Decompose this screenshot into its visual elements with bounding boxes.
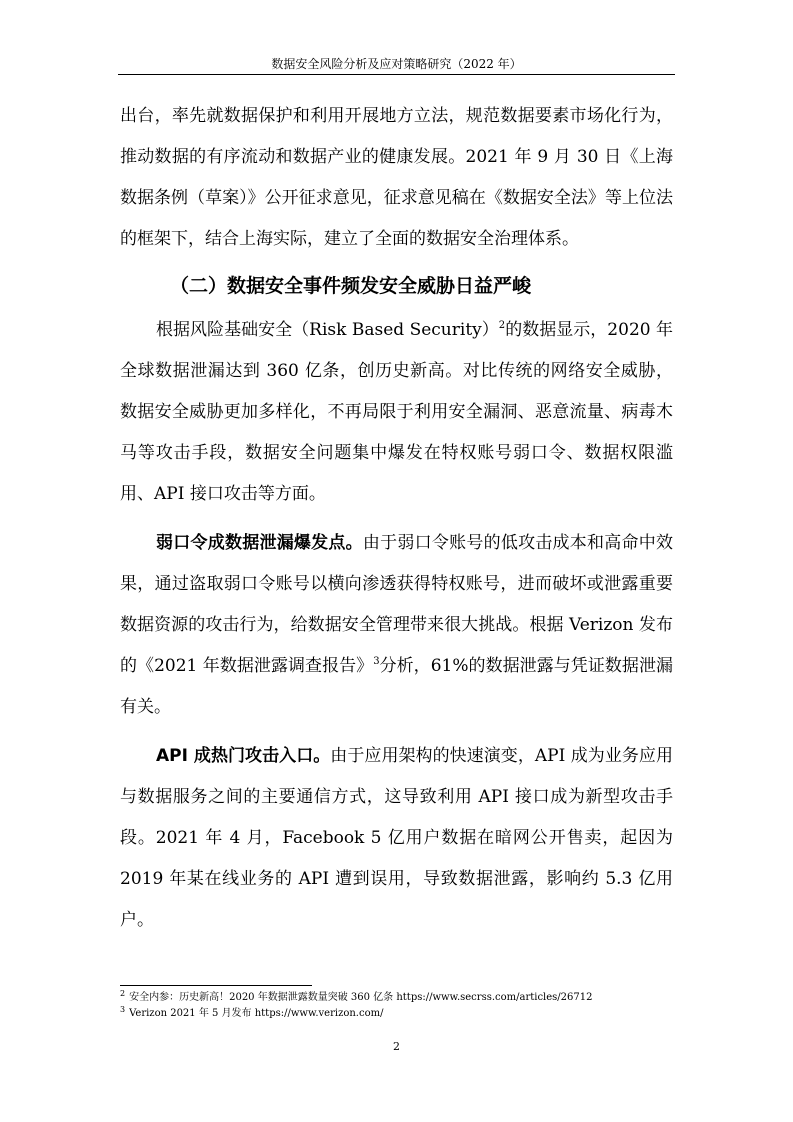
section-heading: （二）数据安全事件频发安全威胁日益严峻 bbox=[170, 275, 532, 297]
paragraph-continued: 出台，率先就数据保护和利用开展地方立法，规范数据要素市场化行为，推动数据的有序流动和数据产业的健康发展。2021 年 9 月 30 日《上海数据条例（草案）》公开征求意见，征求意见稿在《数据安全法》等上位法的框架下，结合上海实际，建立了全面的数据安全治理体系。 bbox=[120, 106, 673, 249]
running-header: 数据安全风险分析及应对策略研究（2022 年） bbox=[271, 57, 522, 71]
footnote-number: 2 bbox=[120, 989, 126, 998]
paragraph-text: 根据风险基础安全（Risk Based Security） bbox=[156, 320, 499, 340]
footnote-2 bbox=[120, 990, 673, 1006]
paragraph-risk-based-security bbox=[120, 310, 673, 515]
footnotes bbox=[120, 990, 673, 1022]
footnote-ref-3[interactable]: 3 bbox=[373, 656, 380, 667]
footnote-number: 3 bbox=[120, 1005, 126, 1014]
paragraph-api-attack bbox=[120, 736, 673, 941]
page-number: 2 bbox=[393, 1040, 400, 1053]
footnote-3 bbox=[120, 1006, 673, 1022]
header-divider bbox=[118, 74, 675, 75]
footnote-ref-2[interactable]: 2 bbox=[498, 320, 506, 331]
footnote-text: 安全内参：历史新高！2020 年数据泄露数量突破 360 亿条 https://www.secrss.com/articles/26712 bbox=[129, 992, 593, 1003]
paragraph-lead: API 成热门攻击入口。 bbox=[156, 746, 331, 766]
paragraph-text: 由于弱口令账号的低攻击成本和高命中效果，通过盗取弱口令账号以横向渗透获得特权账号，进而破坏或泄露重要数据资源的攻击行为，给数据安全管理带来很大挑战。根据 Verizon 发布的《2021 年数据泄露调查报告》 bbox=[120, 533, 674, 676]
paragraph-lead: 弱口令成数据泄漏爆发点。 bbox=[156, 533, 363, 553]
paragraph-text: 分析，61%的数据泄露与凭证数据泄漏有关。 bbox=[120, 656, 673, 717]
footnote-text: Verizon 2021 年 5 月发布 https://www.verizon.com/ bbox=[129, 1008, 384, 1019]
paragraph-text: 由于应用架构的快速演变，API 成为业务应用与数据服务之间的主要通信方式，这导致利用 API 接口成为新型攻击手段。2021 年 4 月，Facebook 5 亿用户数据在暗网公开售卖，起因为 2019 年某在线业务的 API 遭到误用，导致数据泄露，影响约 5.3 亿用户。 bbox=[120, 746, 673, 930]
page-body bbox=[120, 96, 673, 941]
paragraph-text: 的数据显示，2020 年全球数据泄漏达到 360 亿条，创历史新高。对比传统的网络安全威胁，数据安全威胁更加多样化，不再局限于利用安全漏洞、恶意流量、病毒木马等攻击手段，数据安全问题集中爆发在特权账号弱口令、数据权限滥用、API 接口攻击等方面。 bbox=[120, 320, 673, 504]
footnote-divider bbox=[120, 985, 312, 986]
paragraph-weak-password bbox=[120, 523, 673, 728]
